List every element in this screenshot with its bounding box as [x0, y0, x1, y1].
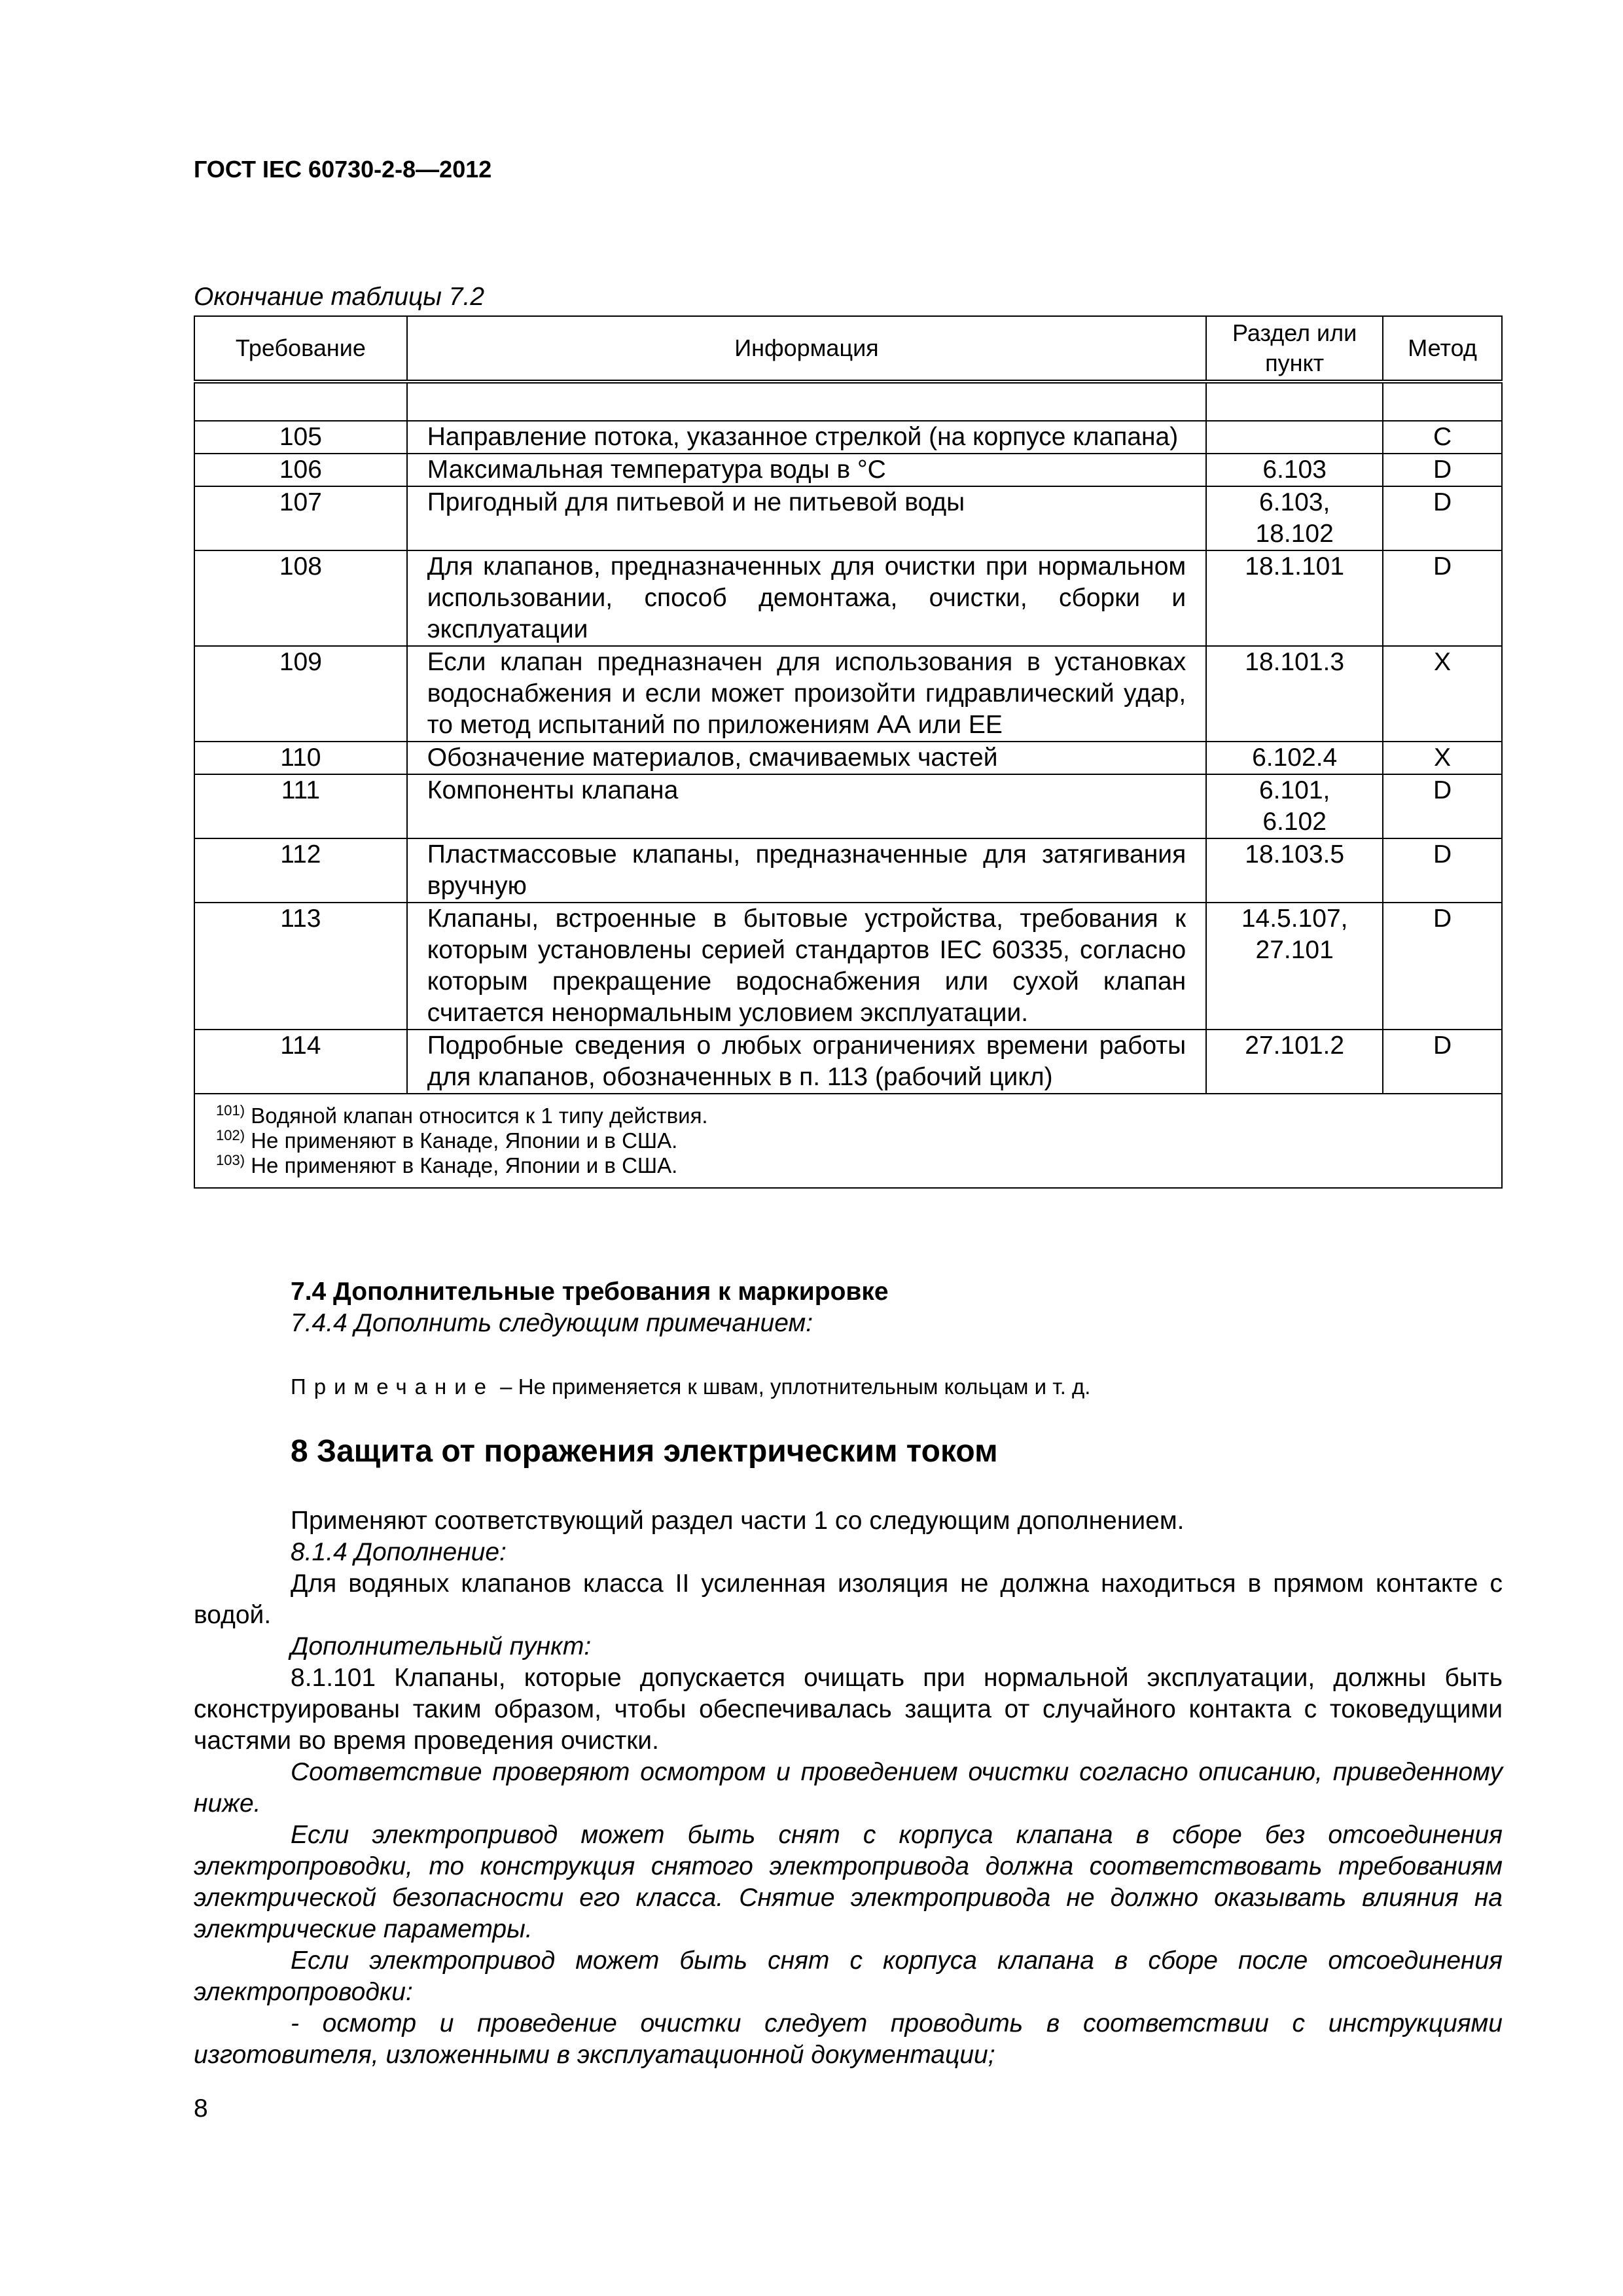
cell-information: Для клапанов, предназначенных для очистки при нормальном использовании, способ демонтажа, очистки, сборки и эксплуатации	[407, 550, 1206, 646]
table-notes-row	[194, 1094, 1502, 1188]
note-label: Примечание	[291, 1374, 495, 1399]
section-7-4	[194, 1276, 1503, 1339]
requirements-table	[194, 315, 1503, 1189]
section-8-body	[194, 1505, 1503, 2071]
col-header-information: Информация	[407, 316, 1206, 382]
sec8-p1: Применяют соответствующий раздел части 1 со следующим дополнением.	[291, 1507, 1185, 1535]
cell-clause: 18.101.3	[1206, 646, 1383, 742]
table-row	[194, 1030, 1502, 1094]
cell-clause: 6.101, 6.102	[1206, 774, 1383, 838]
cell-requirement: 111	[194, 774, 407, 838]
sec8-p6: Соответствие проверяют осмотром и проведением очистки согласно описанию, приведенному ниже.	[194, 1758, 1503, 1818]
cell-requirement: 105	[194, 421, 407, 454]
marking-note	[291, 1374, 1090, 1399]
cell-method: D	[1383, 774, 1502, 838]
cell-information: Максимальная температура воды в °С	[407, 454, 1206, 486]
cell-clause: 18.1.101	[1206, 550, 1383, 646]
cell-information: Обозначение материалов, смачиваемых частей	[407, 742, 1206, 774]
cell-clause: 6.102.4	[1206, 742, 1383, 774]
note-text: – Не применяется к швам, уплотнительным кольцам и т. д.	[494, 1374, 1091, 1399]
note-102: $^{102)}$ Не применяют в Канаде, Японии и в США.	[216, 1127, 678, 1153]
cell-requirement: 114	[194, 1030, 407, 1094]
cell-requirement: 108	[194, 550, 407, 646]
section-8-title: 8 Защита от поражения электрическим током	[291, 1434, 998, 1469]
table-row	[194, 454, 1502, 486]
cell-clause: 6.103	[1206, 454, 1383, 486]
cell-method: X	[1383, 646, 1502, 742]
table-blank-row	[194, 382, 1502, 421]
cell-requirement: 106	[194, 454, 407, 486]
cell-information: Пластмассовые клапаны, предназначенные для затягивания вручную	[407, 838, 1206, 903]
cell-clause: 18.103.5	[1206, 838, 1383, 903]
table-row	[194, 646, 1502, 742]
sec8-p7: Если электропривод может быть снят с корпуса клапана в сборе без отсоединения электропроводки, то конструкция снятого электропривода должна соответствовать требованиям электрической безопасности его класса. Снятие электропривода не должно оказывать влияния на электрические параметры.	[194, 1821, 1503, 1943]
col-header-clause: Раздел или пункт	[1206, 316, 1383, 382]
cell-information: Пригодный для питьевой и не питьевой воды	[407, 486, 1206, 550]
cell-information: Компоненты клапана	[407, 774, 1206, 838]
cell-method: X	[1383, 742, 1502, 774]
sec8-p3: Для водяных клапанов класса II усиленная изоляция не должна находиться в прямом контакте с водой.	[194, 1570, 1503, 1629]
cell-information: Клапаны, встроенные в бытовые устройства, требования к которым установлены серией стандартов IEC 60335, согласно которым прекращение водоснабжения или сухой клапан считается ненормальным условием эксплуатации.	[407, 903, 1206, 1030]
cell-method: D	[1383, 486, 1502, 550]
cell-clause: 27.101.2	[1206, 1030, 1383, 1094]
cell-requirement: 107	[194, 486, 407, 550]
cell-method: D	[1383, 1030, 1502, 1094]
section-7-4-4: 7.4.4 Дополнить следующим примечанием:	[291, 1309, 813, 1337]
sec8-p5: 8.1.101 Клапаны, которые допускается очищать при нормальной эксплуатации, должны быть сконструированы таким образом, чтобы обеспечивалась защита от случайного контакта с токоведущими частями во время проведения очистки.	[194, 1664, 1503, 1755]
document-header: ГОСТ IEC 60730-2-8—2012	[194, 156, 492, 183]
cell-method: D	[1383, 903, 1502, 1030]
page-number: 8	[194, 2094, 208, 2123]
cell-information: Подробные сведения о любых ограничениях времени работы для клапанов, обозначенных в п. 113 (рабочий цикл)	[407, 1030, 1206, 1094]
cell-information: Если клапан предназначен для использования в установках водоснабжения и если может произойти гидравлический удар, то метод испытаний по приложениям АА или ЕЕ	[407, 646, 1206, 742]
table-row	[194, 903, 1502, 1030]
cell-requirement: 113	[194, 903, 407, 1030]
table-row	[194, 838, 1502, 903]
sec8-p4: Дополнительный пункт:	[291, 1632, 592, 1660]
col-header-requirement: Требование	[194, 316, 407, 382]
table-row	[194, 486, 1502, 550]
table-header-row	[194, 316, 1502, 382]
cell-clause: 6.103, 18.102	[1206, 486, 1383, 550]
table-row	[194, 421, 1502, 454]
table-row	[194, 774, 1502, 838]
cell-method: D	[1383, 550, 1502, 646]
cell-method: D	[1383, 454, 1502, 486]
sec8-p9: - осмотр и проведение очистки следует проводить в соответствии с инструкциями изготовителя, изложенными в эксплуатационной документации;	[194, 2009, 1503, 2069]
note-101: $^{101)}$ Водяной клапан относится к 1 типу действия.	[216, 1102, 708, 1128]
cell-clause	[1206, 421, 1383, 454]
cell-requirement: 109	[194, 646, 407, 742]
cell-clause: 14.5.107, 27.101	[1206, 903, 1383, 1030]
section-7-4-title: 7.4 Дополнительные требования к маркировке	[291, 1278, 889, 1306]
table-caption: Окончание таблицы 7.2	[194, 283, 485, 311]
col-header-method: Метод	[1383, 316, 1502, 382]
sec8-p8: Если электропривод может быть снят с корпуса клапана в сборе после отсоединения электропроводки:	[194, 1946, 1503, 2006]
table-row	[194, 550, 1502, 646]
table-row	[194, 742, 1502, 774]
cell-method: C	[1383, 421, 1502, 454]
cell-information: Направление потока, указанное стрелкой (на корпусе клапана)	[407, 421, 1206, 454]
table-notes	[194, 1094, 1502, 1188]
cell-requirement: 110	[194, 742, 407, 774]
cell-requirement: 112	[194, 838, 407, 903]
sec8-p2: 8.1.4 Дополнение:	[291, 1538, 507, 1566]
note-103: $^{103)}$ Не применяют в Канаде, Японии и в США.	[216, 1152, 678, 1177]
cell-method: D	[1383, 838, 1502, 903]
